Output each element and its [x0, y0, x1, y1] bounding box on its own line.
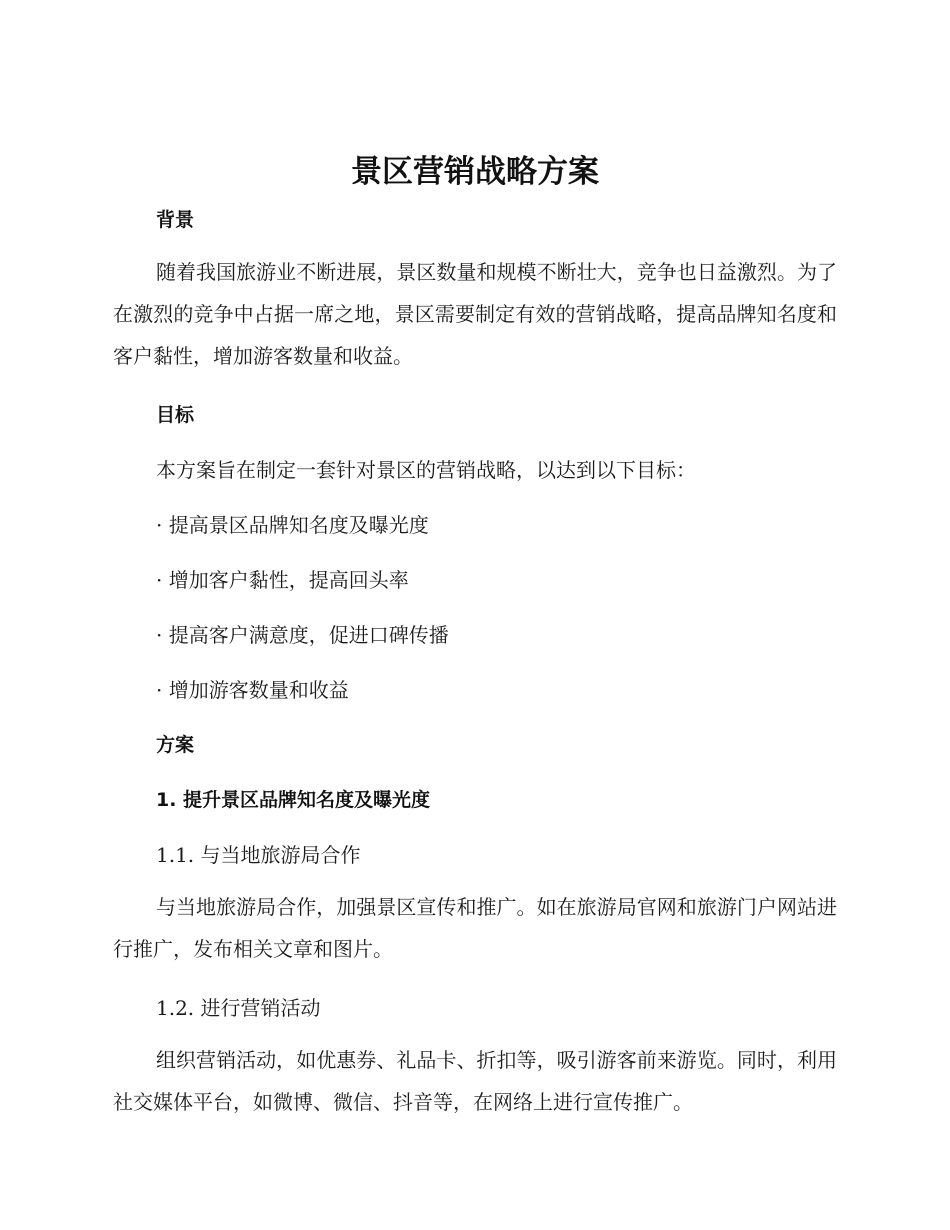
- plan-1-1-paragraph: 与当地旅游局合作，加强景区宣传和推广。如在旅游局官网和旅游门户网站进行推广，发布相关文章和图片。: [113, 895, 837, 961]
- document-title: 景区营销战略方案: [351, 154, 599, 190]
- goal-item: · 增加客户黏性，提高回头率: [156, 568, 409, 592]
- plan-1-2-heading: 1.2. 进行营销活动: [156, 996, 321, 1020]
- section-heading-background: 背景: [156, 209, 195, 231]
- goal-item: · 增加游客数量和收益: [156, 678, 349, 702]
- plan-1-heading: 1. 提升景区品牌知名度及曝光度: [156, 789, 431, 811]
- plan-1-1-heading: 1.1. 与当地旅游局合作: [156, 843, 361, 867]
- background-paragraph: 随着我国旅游业不断进展，景区数量和规模不断壮大，竞争也日益激烈。为了在激烈的竞争中占据一席之地，景区需要制定有效的营销战略，提高品牌知名度和客户黏性，增加游客数量和收益。: [113, 260, 837, 368]
- goal-item: · 提高客户满意度，促进口碑传播: [156, 623, 449, 647]
- section-heading-goals: 目标: [156, 404, 195, 426]
- goal-item: · 提高景区品牌知名度及曝光度: [156, 513, 429, 537]
- section-heading-plan: 方案: [156, 734, 195, 756]
- plan-1-2-paragraph: 组织营销活动，如优惠券、礼品卡、折扣等，吸引游客前来游览。同时，利用社交媒体平台，如微博、微信、抖音等，在网络上进行宣传推广。: [113, 1048, 837, 1114]
- goals-intro: 本方案旨在制定一套针对景区的营销战略，以达到以下目标：: [156, 458, 696, 482]
- document-body: [113, 196, 837, 1137]
